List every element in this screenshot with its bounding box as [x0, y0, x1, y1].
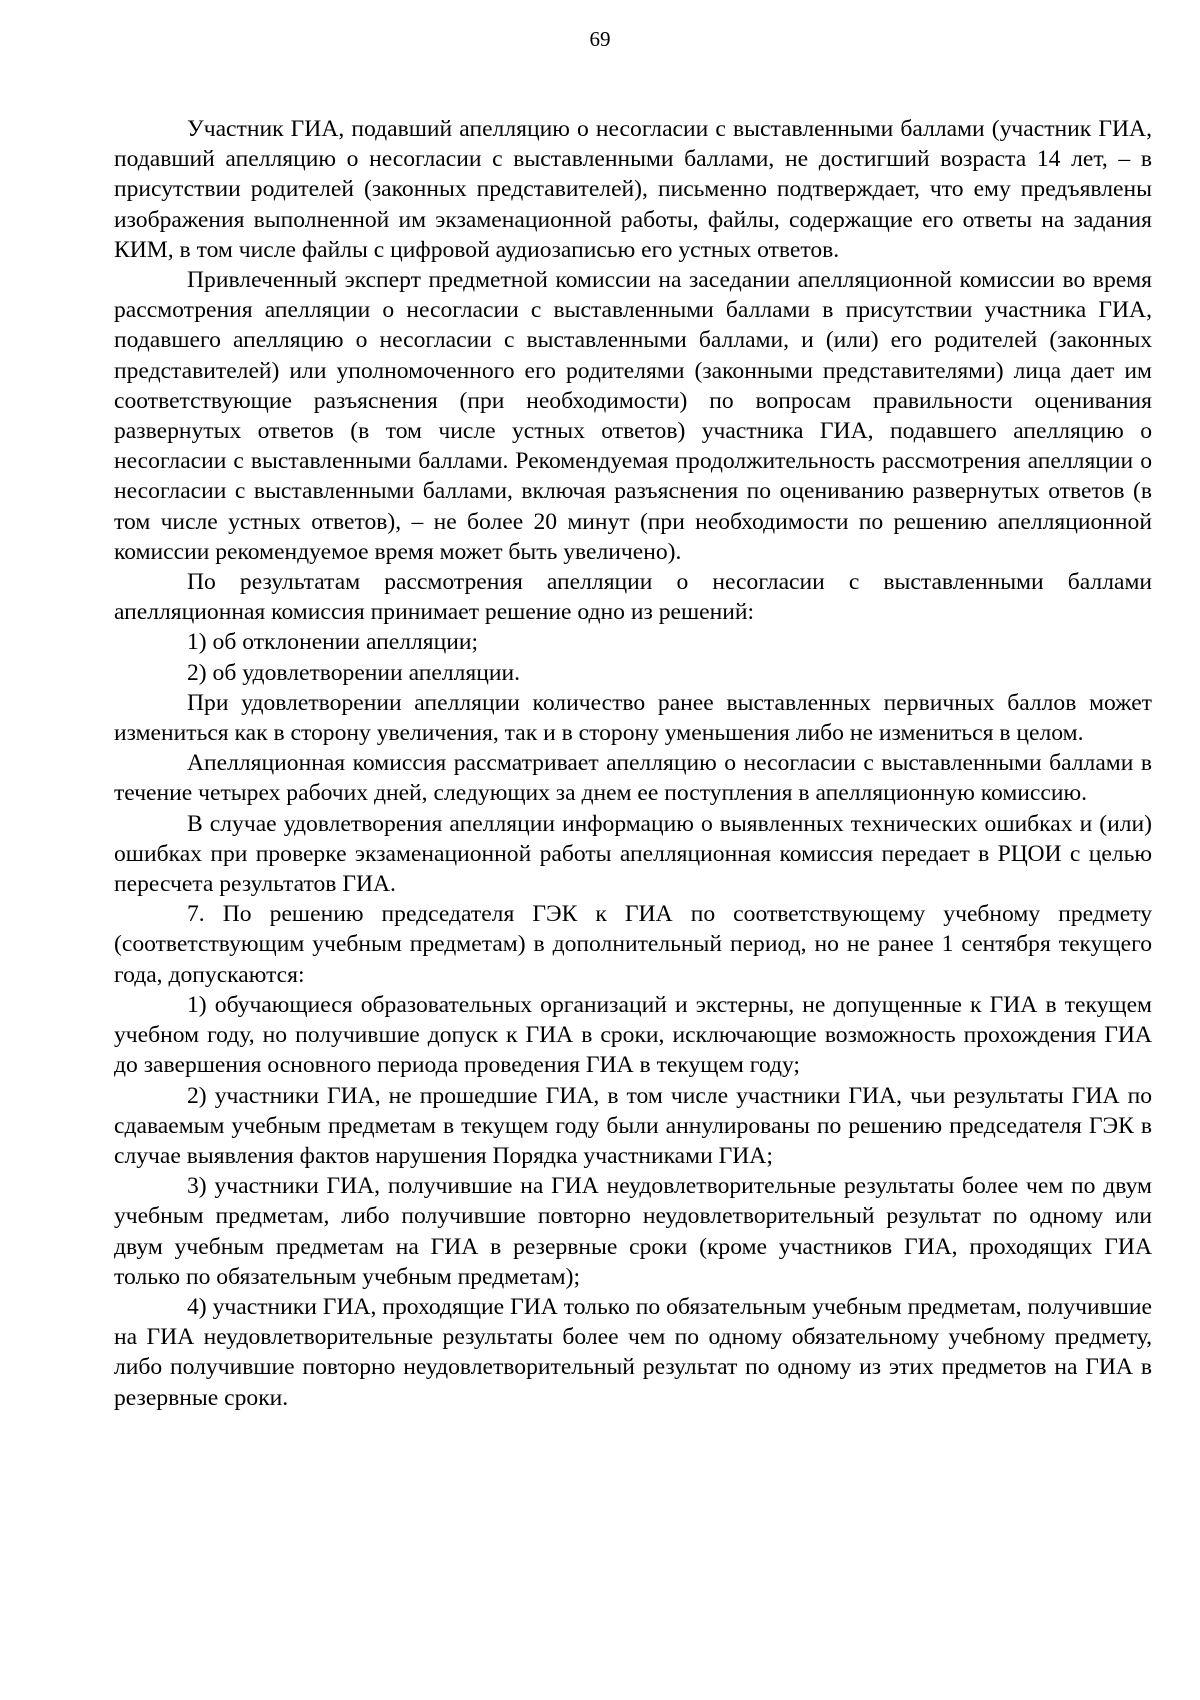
paragraph-appeal-results: По результатам рассмотрения апелляции о несогласии с выставленными баллами апелляционная комиссия принимает решение одно из решений:: [114, 569, 1152, 626]
list-item-appeal-satisfaction: 2) об удовлетворении апелляции.: [187, 659, 521, 686]
list-item-admitted-2: 2) участники ГИА, не прошедшие ГИА, в том числе участники ГИА, чьи результаты ГИА по сдаваемым учебным предметам в текущем году были аннулированы по решению председателя ГЭК в случае выявления фактов нарушения Порядка участниками ГИА;: [114, 1082, 1152, 1169]
paragraph-appellant-confirmation: Участник ГИА, подавший апелляцию о несогласии с выставленными баллами (участник ГИА, подавший апелляцию о несогласии с выставленными баллами, не достигший возраста 14 лет, – в присутствии родителей (законных представителей), письменно подтверждает, что ему предъявлены изображения выполненной им экзаменационной работы, файлы, содержащие его ответы на задания КИМ, в том числе файлы с цифровой аудиозаписью его устных ответов.: [114, 116, 1152, 263]
list-item-admitted-4: 4) участники ГИА, проходящие ГИА только по обязательным учебным предметам, получившие на ГИА неудовлетворительные результаты более чем по одному обязательному учебному предмету, либо получившие повторно неудовлетворительный результат по одному из этих предметов на ГИА в резервные сроки.: [114, 1293, 1152, 1411]
page-number: 69: [589, 27, 611, 51]
paragraph-expert-explanations: Привлеченный эксперт предметной комиссии на заседании апелляционной комиссии во время рассмотрения апелляции о несогласии с выставленными баллами в присутствии участника ГИА, подавшего апелляцию о несогласии с выставленными баллами, и (или) его родителей (законных представителей) или уполномоченного его родителями (законными представителями) лица дает им соответствующие разъяснения (при необходимости) по вопросам правильности оценивания развернутых ответов (в том числе устных ответов) участника ГИА, подавшего апелляцию о несогласии с выставленными баллами. Рекомендуемая продолжительность рассмотрения апелляции о несогласии с выставленными баллами, включая разъяснения по оцениванию развернутых ответов (в том числе устных ответов), – не более 20 минут (при необходимости по решению апелляционной комиссии рекомендуемое время может быть увеличено).: [114, 267, 1152, 565]
paragraph-review-period: Апелляционная комиссия рассматривает апелляцию о несогласии с выставленными баллами в течение четырех рабочих дней, следующих за днем ее поступления в апелляционную комиссию.: [114, 750, 1152, 807]
paragraph-technical-errors: В случае удовлетворения апелляции информацию о выявленных технических ошибках и (или) ошибках при проверке экзаменационной работы апелляционная комиссия передает в РЦОИ с целью пересчета результатов ГИА.: [114, 810, 1152, 898]
paragraph-section-7: 7. По решению председателя ГЭК к ГИА по соответствующему учебному предмету (соответствующим учебным предметам) в дополнительный период, но не ранее 1 сентября текущего года, допускаются:: [114, 901, 1152, 988]
document-body: [114, 114, 1152, 1413]
list-item-appeal-rejection: 1) об отклонении апелляции;: [187, 629, 479, 656]
list-item-admitted-3: 3) участники ГИА, получившие на ГИА неудовлетворительные результаты более чем по двум учебным предметам, либо получившие повторно неудовлетворительный результат по одному или двум учебным предметам на ГИА в резервные сроки (кроме участников ГИА, проходящих ГИА только по обязательным учебным предметам);: [114, 1173, 1152, 1290]
paragraph-score-change: При удовлетворении апелляции количество ранее выставленных первичных баллов может измениться как в сторону увеличения, так и в сторону уменьшения либо не измениться в целом.: [114, 689, 1152, 747]
list-item-admitted-1: 1) обучающиеся образовательных организаций и экстерны, не допущенные к ГИА в текущем учебном году, но получившие допуск к ГИА в сроки, исключающие возможность прохождения ГИА до завершения основного периода проведения ГИА в текущем году;: [114, 991, 1152, 1079]
